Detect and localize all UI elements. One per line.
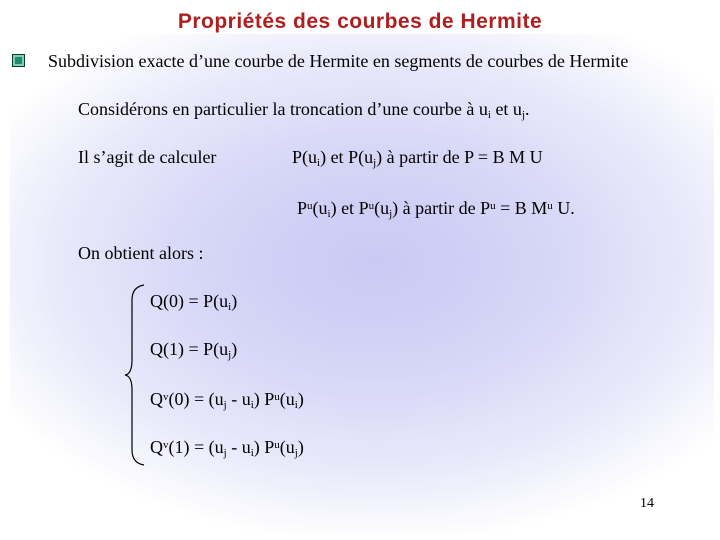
obtain-line: On obtient alors : (78, 243, 204, 263)
page-number: 14 (640, 496, 654, 511)
consider-line: Considérons en particulier la troncation d’une courbe à $u_i$ et $u_j$. (78, 99, 530, 121)
equation-3: $Q^v(0) = (u_j - u_i)$ $P^u(u_i)$ (150, 389, 304, 411)
bullet-text: Subdivision exacte d’une courbe de Hermite en segments de courbes de Hermite (48, 51, 629, 71)
equation-1: $Q(0) = P(u_i)$ (150, 291, 238, 313)
calc-label: Il s’agit de calculer (78, 147, 217, 167)
slide-title: Propriétés des courbes de Hermite (177, 10, 543, 33)
equation-2: $Q(1) = P(u_j)$ (150, 339, 238, 361)
curly-brace-icon (124, 284, 146, 466)
bullet-square-icon (12, 54, 25, 67)
calc-line-2: $P^u(u_i)$ et $P^u(u_j)$ à partir de $P^u = B$ $M^u$ U. (297, 198, 575, 220)
calc-line-1: $P(u_i)$ et $P(u_j)$ à partir de P = B M U (292, 147, 543, 169)
equation-4: $Q^v(1) = (u_j - u_i)$ $P^u(u_j)$ (150, 437, 304, 459)
